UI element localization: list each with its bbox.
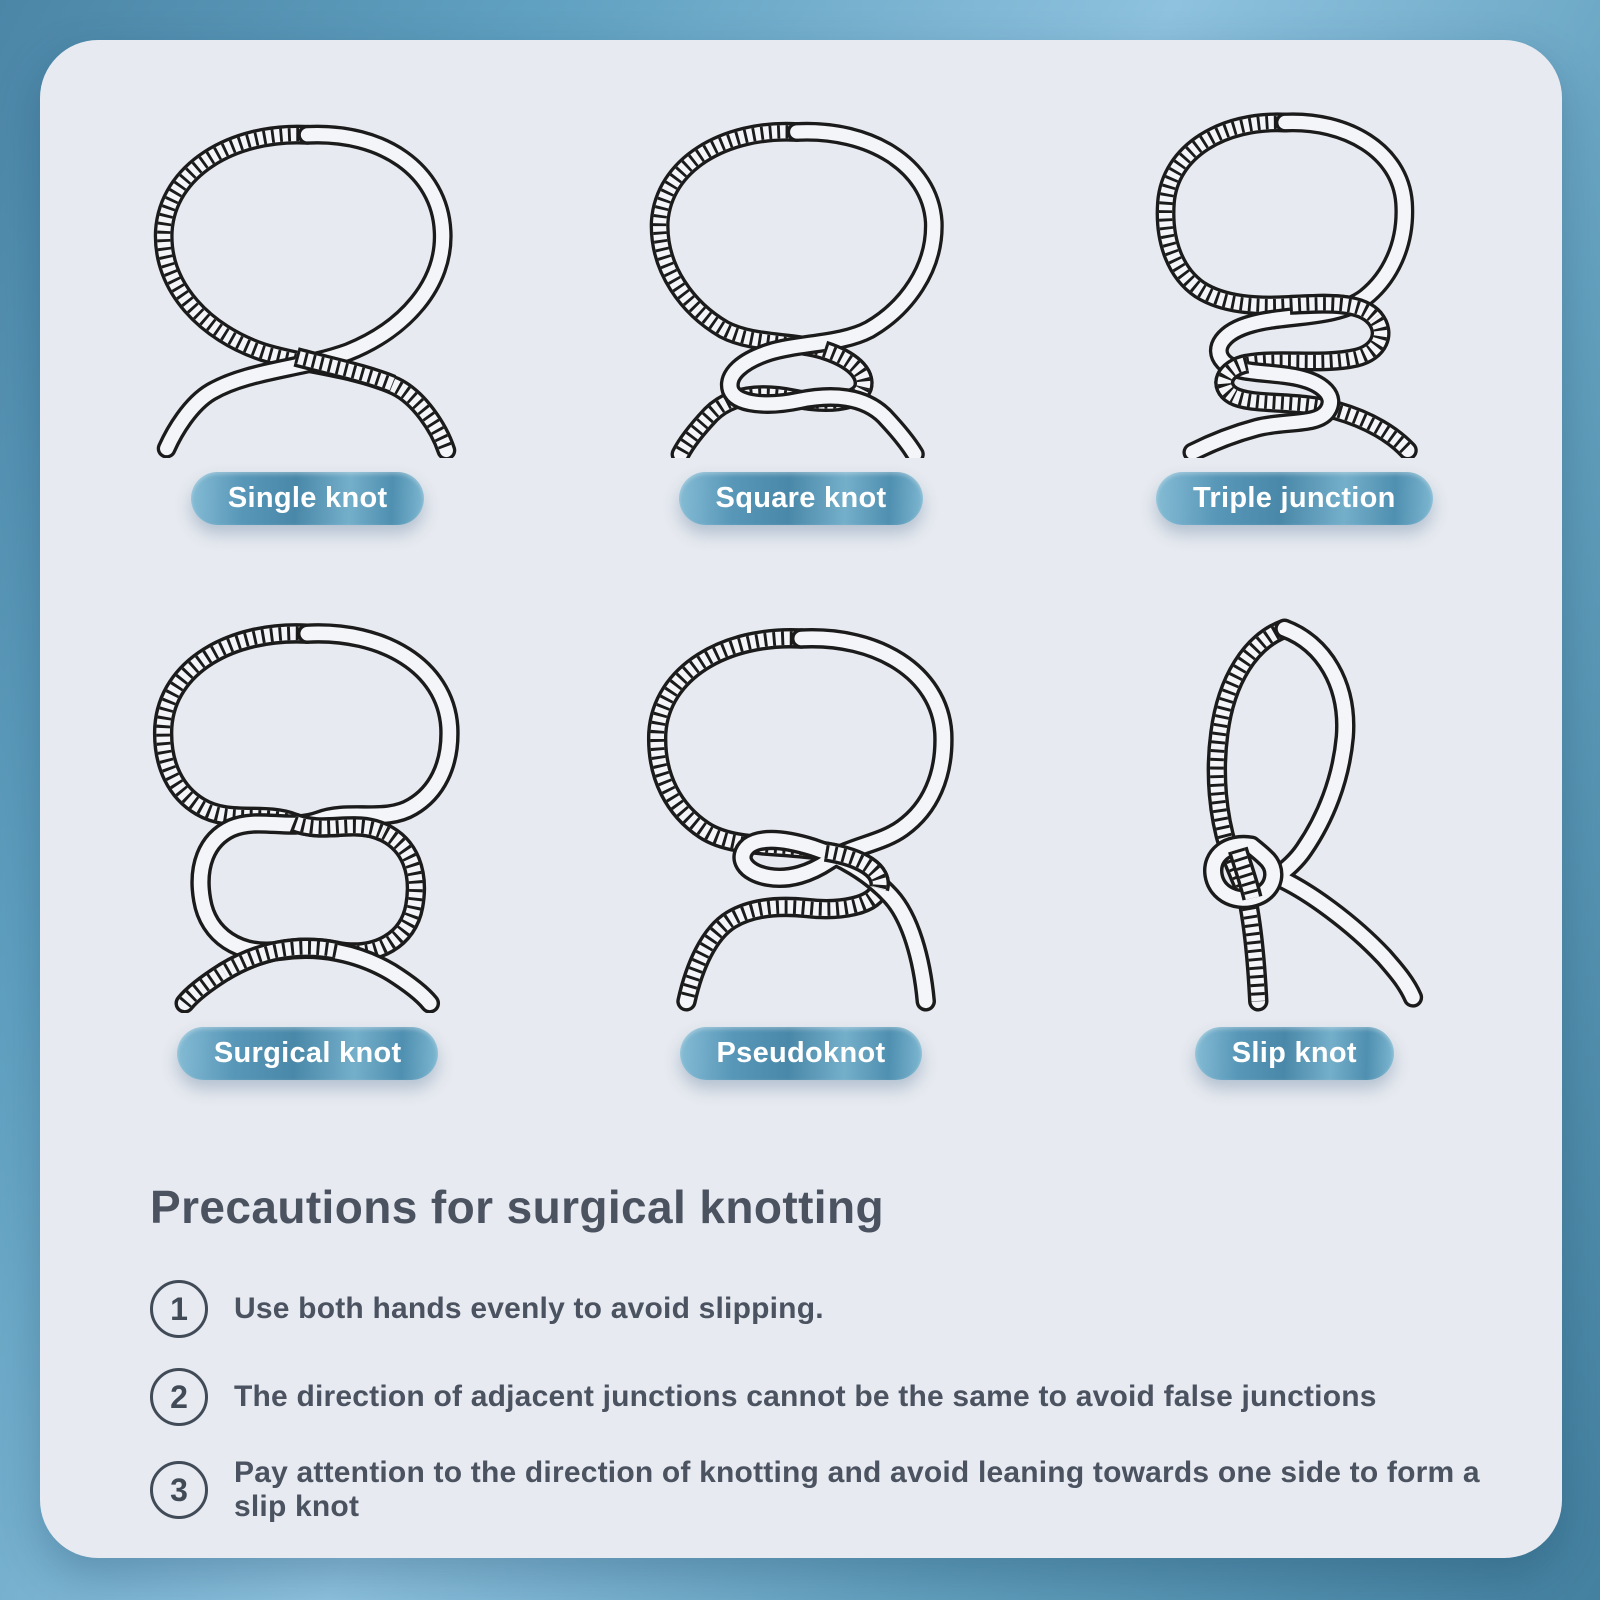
precaution-item-2 <box>150 1368 1492 1426</box>
label-badge-square-knot: Square knot <box>679 472 924 525</box>
precaution-item-1 <box>150 1280 1492 1338</box>
precautions-title: Precautions for surgical knotting <box>150 1181 884 1233</box>
knot-grid <box>40 55 1562 1080</box>
label-badge-pseudoknot: Pseudoknot <box>680 1027 923 1080</box>
knot-cell-square <box>561 55 1040 525</box>
pseudoknot-illustration <box>597 585 1006 1013</box>
label-badge-surgical-knot: Surgical knot <box>177 1027 439 1080</box>
item-text-2: The direction of adjacent junctions cannot be the same to avoid false junctions <box>234 1380 1377 1413</box>
knot-cell-single <box>68 55 547 525</box>
single-knot-illustration <box>109 80 506 458</box>
precaution-item-3 <box>150 1456 1492 1524</box>
item-text-3: Pay attention to the direction of knotting and avoid leaning towards one side to form a slip knot <box>234 1456 1480 1523</box>
knot-cell-triple <box>1055 55 1534 525</box>
slip-knot-illustration <box>1090 585 1499 1013</box>
knot-cell-surgical <box>68 565 547 1080</box>
knot-cell-pseudoknot <box>561 565 1040 1080</box>
item-text-1: Use both hands evenly to avoid slipping. <box>234 1292 824 1325</box>
item-number-badge-3: 3 <box>150 1461 208 1519</box>
label-badge-triple-junction: Triple junction <box>1156 472 1433 525</box>
precautions-section <box>40 1180 1562 1524</box>
label-badge-single-knot: Single knot <box>191 472 425 525</box>
content-card <box>40 40 1562 1558</box>
item-number-badge-1: 1 <box>150 1280 208 1338</box>
triple-junction-illustration <box>1096 80 1493 458</box>
item-number-badge-2: 2 <box>150 1368 208 1426</box>
square-knot-illustration <box>603 80 1000 458</box>
label-badge-slip-knot: Slip knot <box>1195 1027 1394 1080</box>
surgical-knot-illustration <box>103 585 512 1013</box>
knot-cell-slip <box>1055 565 1534 1080</box>
precautions-list <box>150 1280 1492 1524</box>
